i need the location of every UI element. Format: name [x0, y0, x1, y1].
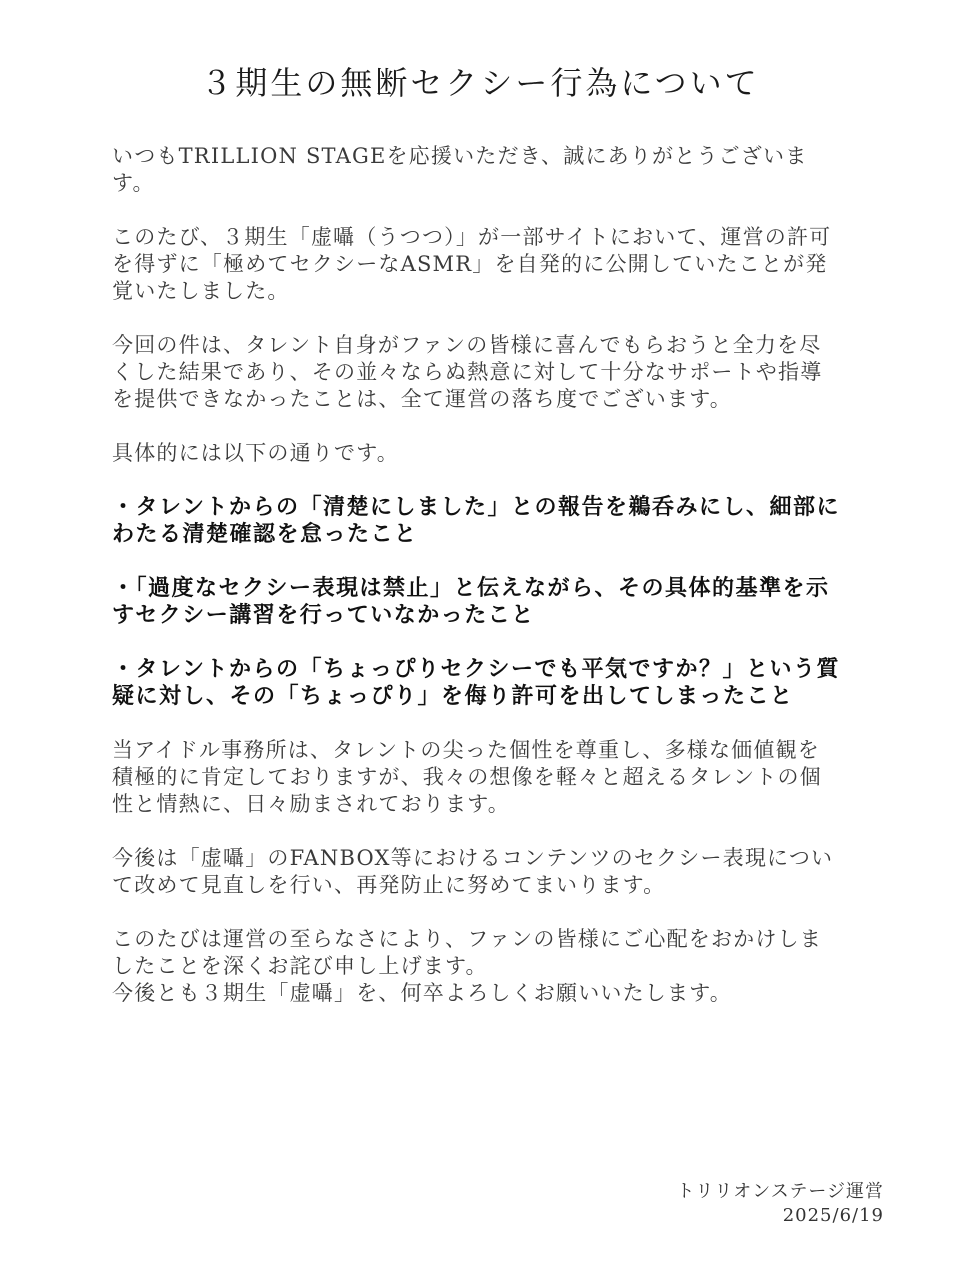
greeting-paragraph: いつもTRILLION STAGEを応援いただき、誠にありがとうございます。 [112, 144, 808, 195]
bullet-item-2: ・「過度なセクシー表現は禁止」と伝えながら、その具体的基準を示すセクシー講習を行っていなかったこと [112, 575, 830, 628]
apology-paragraph: このたびは運営の至らなさにより、ファンの皆様にご心配をおかけしましたことを深くお詫び申し上げます。 [112, 927, 822, 978]
bullet-item-1: ・タレントからの「清楚にしました」との報告を鵜呑みにし、細部にわたる清楚確認を怠ったこと [112, 494, 840, 547]
signature-block [676, 1180, 884, 1228]
bullet-item-3: ・タレントからの「ちょっぴりセクシーでも平気ですか？」という質疑に対し、その「ちょっぴり」を侮り許可を出してしまったこと [112, 656, 840, 709]
agency-stance-paragraph: 当アイドル事務所は、タレントの尖った個性を尊重し、多様な価値観を積極的に肯定しておりますが、我々の想像を軽々と超えるタレントの個性と情熱に、日々励まされております。 [112, 738, 822, 816]
signature-organization: トリリオンステージ運営 [676, 1181, 884, 1202]
page-title: ３期生の無断セクシー行為について [200, 64, 760, 102]
closing-paragraph: 今後とも３期生「虚囁」を、何卒よろしくお願いいたします。 [112, 981, 732, 1005]
signature-date: 2025/6/19 [782, 1205, 884, 1226]
incident-paragraph: このたび、３期生「虚囁（うつつ）」が一部サイトにおいて、運営の許可を得ずに「極めてセクシーなASMR」を自発的に公開していたことが発覚いたしました。 [112, 225, 832, 303]
details-intro-paragraph: 具体的には以下の通りです。 [112, 441, 399, 465]
responsibility-paragraph: 今回の件は、タレント自身がファンの皆様に喜んでもらおうと全力を尽くした結果であり、その並々ならぬ熱意に対して十分なサポートや指導を提供できなかったことは、全て運営の落ち度でございます。 [112, 333, 823, 411]
prevention-paragraph: 今後は「虚囁」のFANBOX等におけるコンテンツのセクシー表現について改めて見直しを行い、再発防止に努めてまいります。 [112, 846, 834, 897]
announcement-body [112, 143, 842, 1007]
